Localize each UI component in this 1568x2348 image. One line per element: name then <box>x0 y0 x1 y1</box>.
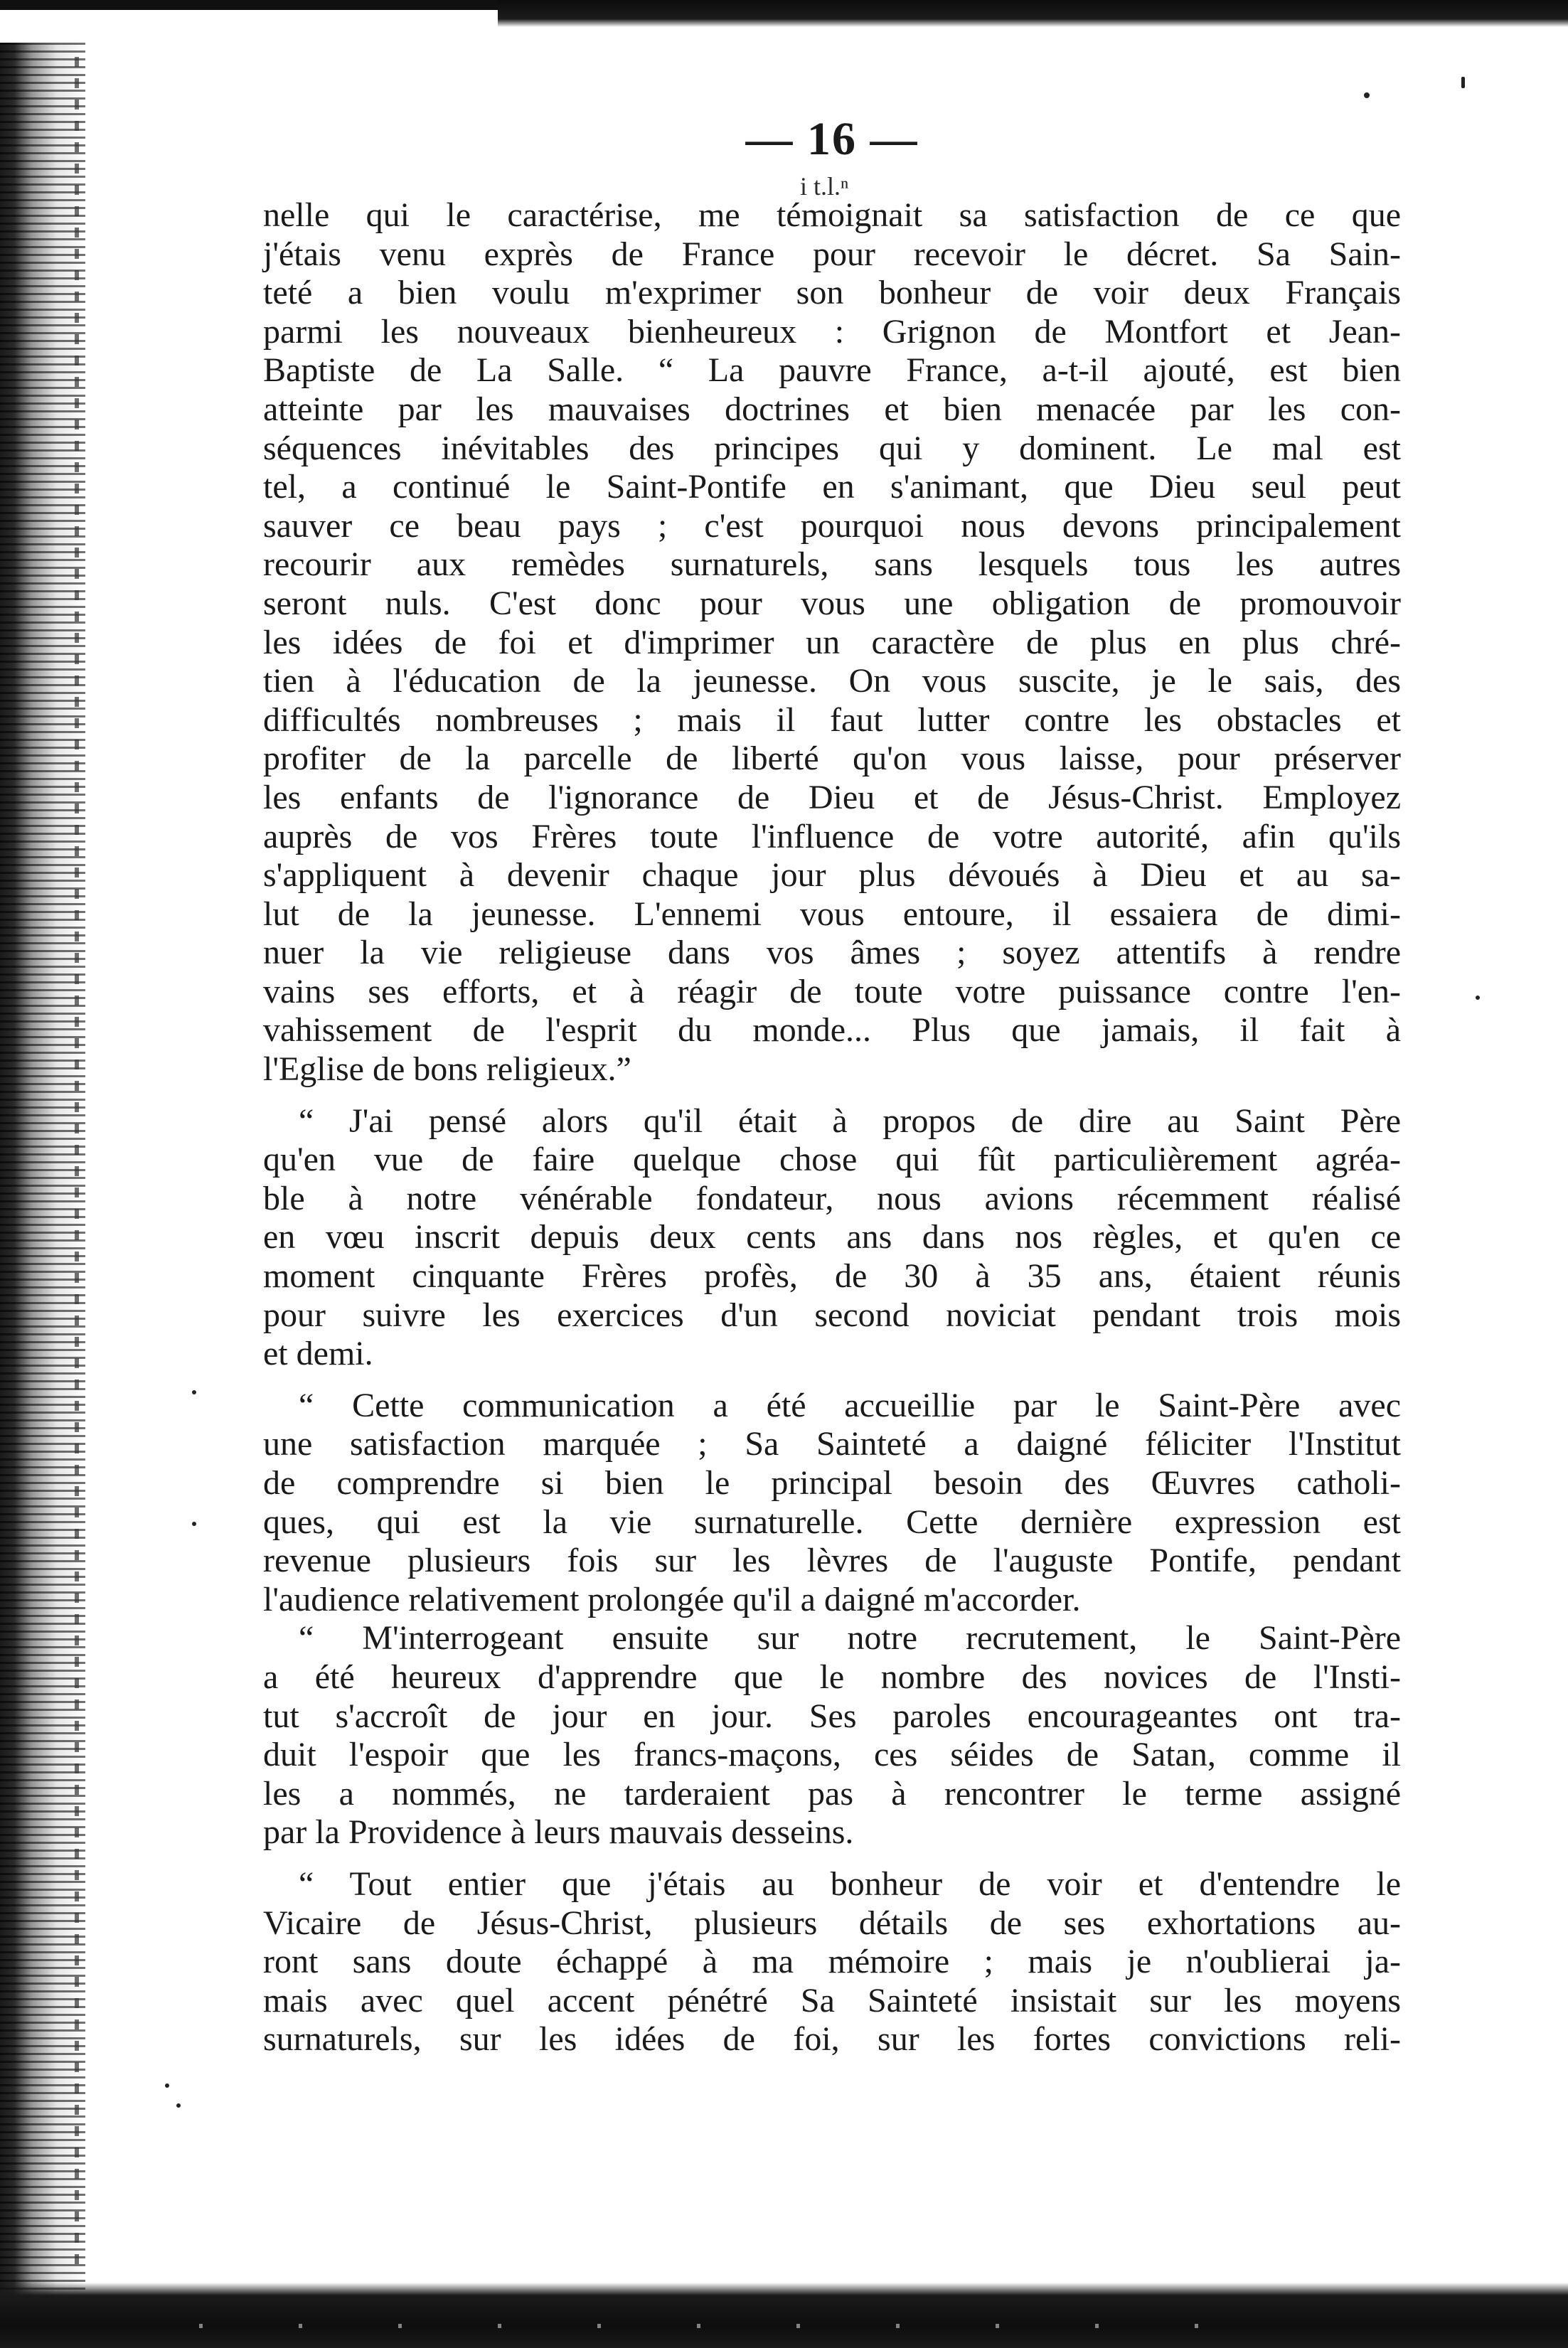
text-line: ques, qui est la vie surnaturelle. Cette dernière expression est <box>263 1503 1401 1541</box>
text-line: Baptiste de La Salle. “ La pauvre France, a-t-il ajouté, est bien <box>263 351 1401 390</box>
text-line: tien à l'éducation de la jeunesse. On vous suscite, je le sais, des <box>263 662 1401 700</box>
scan-speck <box>192 1390 196 1394</box>
text-line: de comprendre si bien le principal besoin des Œuvres catholi- <box>263 1464 1401 1502</box>
scan-speck <box>192 1522 196 1526</box>
scan-speck <box>1461 77 1465 88</box>
text-line: tel, a continué le Saint-Pontife en s'animant, que Dieu seul peut <box>263 468 1401 506</box>
text-line: profiter de la parcelle de liberté qu'on vous laisse, pour préserver <box>263 740 1401 778</box>
text-line: vains ses efforts, et à réagir de toute votre puissance contre l'en- <box>263 972 1401 1010</box>
scan-speck <box>1476 996 1480 1000</box>
text-line: une satisfaction marquée ; Sa Sainteté a daigné féliciter l'Institut <box>263 1425 1401 1463</box>
page-sub-mark: i t.l.ⁿ <box>800 172 849 201</box>
page-body-text <box>263 196 1401 2059</box>
text-line: sauver ce beau pays ; c'est pourquoi nous devons principalement <box>263 506 1401 545</box>
text-line: l'Eglise de bons religieux.” <box>263 1050 631 1089</box>
text-line: Vicaire de Jésus-Christ, plusieurs détails de ses exhortations au- <box>263 1904 1401 1942</box>
text-line: duit l'espoir que les francs-maçons, ces séides de Satan, comme il <box>263 1736 1401 1774</box>
text-line: lut de la jeunesse. L'ennemi vous entoure, il essaiera de dimi- <box>263 895 1401 933</box>
text-line: recourir aux remèdes surnaturels, sans lesquels tous les autres <box>263 545 1401 584</box>
text-line: revenue plusieurs fois sur les lèvres de l'auguste Pontife, pendant <box>263 1542 1401 1580</box>
scan-binding-edge <box>0 43 85 2318</box>
text-line: ront sans doute échappé à ma mémoire ; mais je n'oublierai ja- <box>263 1943 1401 1981</box>
text-line: nelle qui le caractérise, me témoignait sa satisfaction de ce que <box>263 196 1401 234</box>
text-line: difficultés nombreuses ; mais il faut lutter contre les obstacles et <box>263 700 1401 739</box>
text-line: les a nommés, ne tarderaient pas à rencontrer le terme assigné <box>263 1774 1401 1813</box>
scan-speck <box>1364 92 1370 98</box>
text-line: en vœu inscrit depuis deux cents ans dans nos règles, et qu'en ce <box>263 1218 1401 1256</box>
text-line: moment cinquante Frères profès, de 30 à 35 ans, étaient réunis <box>263 1257 1401 1296</box>
text-line: “ J'ai pensé alors qu'il était à propos de dire au Saint Père <box>299 1101 1401 1140</box>
text-line: teté a bien voulu m'exprimer son bonheur de voir deux Français <box>263 274 1401 312</box>
text-line: qu'en vue de faire quelque chose qui fût particulièrement agréa- <box>263 1141 1401 1179</box>
text-line: surnaturels, sur les idées de foi, sur les fortes convictions reli- <box>263 2020 1401 2059</box>
text-line: les enfants de l'ignorance de Dieu et de Jésus-Christ. Employez <box>263 778 1401 816</box>
text-line: vahissement de l'esprit du monde... Plus que jamais, il fait à <box>263 1011 1401 1050</box>
text-line: mais avec quel accent pénétré Sa Sainteté insistait sur les moyens <box>263 1981 1401 2019</box>
text-line: auprès de vos Frères toute l'influence de votre autorité, afin qu'ils <box>263 817 1401 855</box>
scan-speck <box>176 2103 181 2108</box>
text-line: seront nuls. C'est donc pour vous une obligation de promouvoir <box>263 584 1401 622</box>
text-line: l'audience relativement prolongée qu'il a daigné m'accorder. <box>263 1580 1081 1618</box>
scan-bottom-dots <box>199 2324 1266 2328</box>
text-line: les idées de foi et d'imprimer un caractère de plus en plus chré- <box>263 623 1401 661</box>
scan-binding-stitching <box>75 57 79 2275</box>
text-line: et demi. <box>263 1335 373 1373</box>
text-line: a été heureux d'apprendre que le nombre des novices de l'Insti- <box>263 1658 1401 1696</box>
text-line: nuer la vie religieuse dans vos âmes ; soyez attentifs à rendre <box>263 934 1401 972</box>
text-line: séquences inévitables des principes qui y dominent. Le mal est <box>263 429 1401 467</box>
scan-bottom-edge <box>0 2283 1568 2348</box>
text-line: “ Cette communication a été accueillie par le Saint-Père avec <box>299 1386 1401 1424</box>
text-line: pour suivre les exercices d'un second noviciat pendant trois mois <box>263 1296 1401 1334</box>
text-line: ble à notre vénérable fondateur, nous avions récemment réalisé <box>263 1179 1401 1217</box>
text-line: “ M'interrogeant ensuite sur notre recrutement, le Saint-Père <box>299 1619 1401 1658</box>
text-line: atteinte par les mauvaises doctrines et bien menacée par les con- <box>263 390 1401 428</box>
scan-speck <box>165 2083 169 2088</box>
text-line: tut s'accroît de jour en jour. Ses paroles encourageantes ont tra- <box>263 1697 1401 1735</box>
text-line: s'appliquent à devenir chaque jour plus dévoués à Dieu et au sa- <box>263 856 1401 895</box>
text-line: parmi les nouveaux bienheureux : Grignon de Montfort et Jean- <box>263 312 1401 351</box>
text-line: “ Tout entier que j'étais au bonheur de voir et d'entendre le <box>299 1864 1401 1903</box>
page-number: — 16 — <box>745 113 919 165</box>
text-line: par la Providence à leurs mauvais desseins. <box>263 1813 854 1852</box>
text-line: j'étais venu exprès de France pour recevoir le décret. Sa Sain- <box>263 235 1401 273</box>
scan-top-shadow <box>498 0 1568 27</box>
